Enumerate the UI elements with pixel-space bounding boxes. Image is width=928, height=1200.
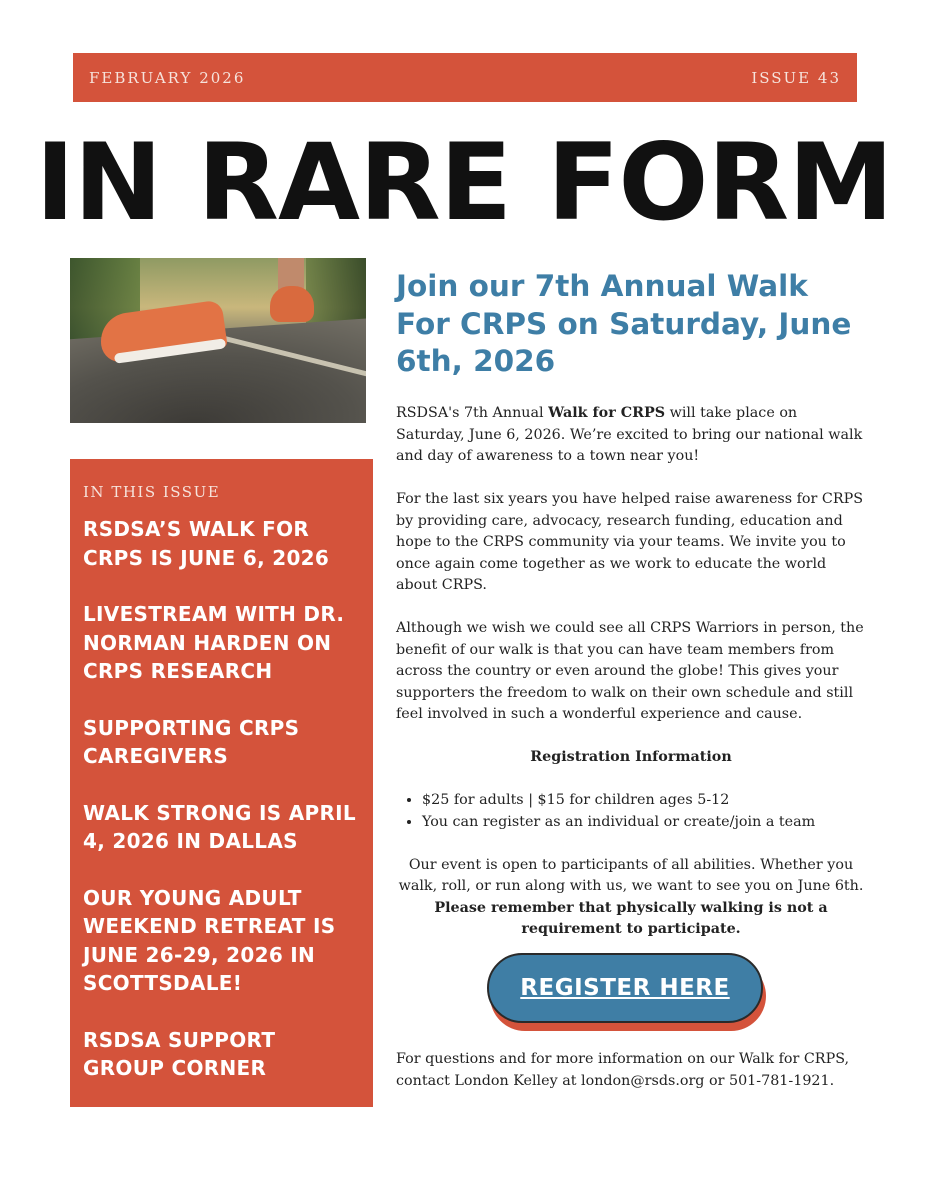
paragraph-virtual: Although we wish we could see all CRPS Warriors in person, the benefit of our walk is that you can have team members from across the country or even around the globe! This gives your supporters the freedom to walk on their own schedule and still feel involved in such a wonderful experience and cause. xyxy=(396,620,864,722)
article-body xyxy=(396,403,866,941)
issue-number: ISSUE 43 xyxy=(751,68,841,87)
sidebar-item-support-group: RSDSA SUPPORT GROUP CORNER xyxy=(83,1027,276,1080)
sidebar-heading: IN THIS ISSUE xyxy=(83,483,221,501)
sidebar-item-livestream: LIVESTREAM WITH DR. NORMAN HARDEN ON CRPS RESEARCH xyxy=(83,602,345,683)
register-button[interactable]: REGISTER HERE xyxy=(487,953,763,1023)
in-this-issue-sidebar xyxy=(70,459,373,1107)
walk-name: Walk for CRPS xyxy=(548,405,666,421)
list-item: • $25 for adults | $15 for children ages 5-12 xyxy=(422,790,866,812)
issue-date: FEBRUARY 2026 xyxy=(89,68,246,87)
sidebar-item-walk: RSDSA’S WALK FOR CRPS IS JUNE 6, 2026 xyxy=(83,517,330,570)
issue-banner xyxy=(73,53,857,102)
article-headline: Join our 7th Annual Walk For CRPS on Saturday, June 6th, 2026 xyxy=(396,269,852,378)
paragraph-history: For the last six years you have helped raise awareness for CRPS by providing care, advocacy, research funding, education and hope to the CRPS community via your teams. We invite you to once again come together as we work to educate the world about CRPS. xyxy=(396,491,864,593)
running-shoes-photo xyxy=(70,258,366,423)
list-item: • You can register as an individual or create/join a team xyxy=(422,812,866,834)
sidebar-item-caregivers: SUPPORTING CRPS CAREGIVERS xyxy=(83,715,300,768)
newsletter-title: IN RARE FORM xyxy=(35,121,893,244)
sidebar-item-retreat: OUR YOUNG ADULT WEEKEND RETREAT IS JUNE 26-29, 2026 IN SCOTTSDALE! xyxy=(83,885,336,995)
abilities-note xyxy=(396,855,866,941)
registration-heading: Registration Information xyxy=(530,749,732,765)
paragraph-intro: RSDSA's 7th Annual Walk for CRPS will take place on Saturday, June 6, 2026. We’re excited to bring our national walk and day of awareness to a town near you! xyxy=(396,405,863,464)
registration-list xyxy=(396,790,866,833)
walking-not-required-note: Please remember that physically walking is not a requirement to participate. xyxy=(434,899,828,937)
contact-info: For questions and for more information on our Walk for CRPS, contact London Kelley at london@rsds.org or 501-781-1921. xyxy=(396,1051,850,1089)
sidebar-item-walk-strong: WALK STRONG IS APRIL 4, 2026 IN DALLAS xyxy=(83,800,356,853)
paragraph-abilities: Our event is open to participants of all abilities. Whether you walk, roll, or run along with us, we want to see you on June 6th. xyxy=(398,856,864,894)
